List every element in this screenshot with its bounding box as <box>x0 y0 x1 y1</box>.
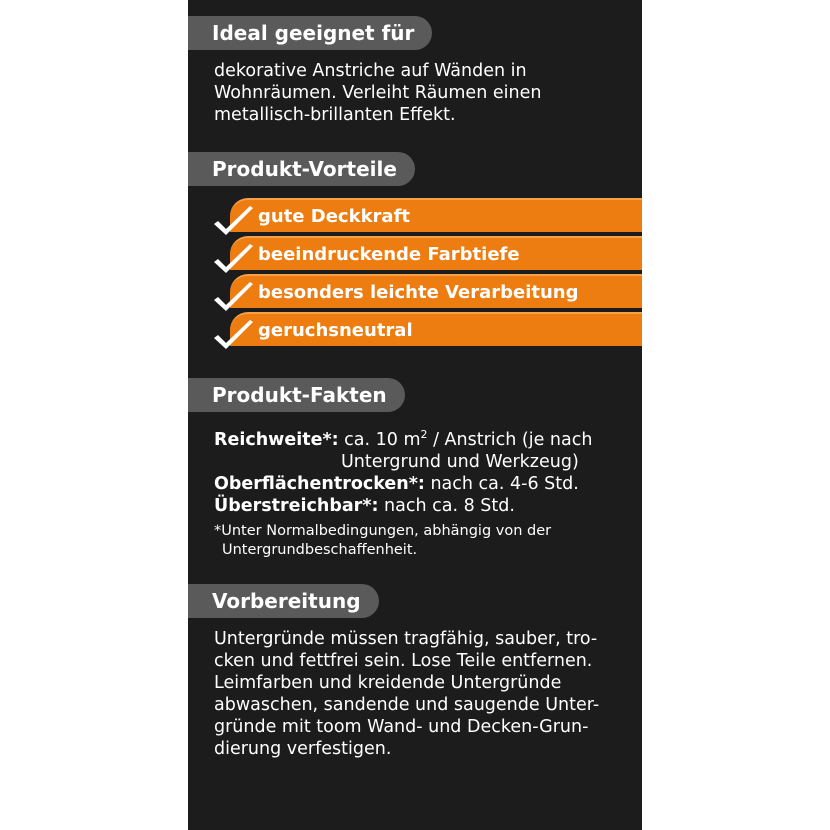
checkmark-icon <box>210 240 256 280</box>
vorbereitung-line-1: Untergründe müssen tragfähig, sauber, tro- <box>214 629 598 649</box>
fact-reichweite-line2: Untergrund und Werkzeug) <box>341 451 579 472</box>
heading-fakten: Produkt-Fakten <box>188 378 405 412</box>
fact-ueberstreich-label: Überstreichbar*: <box>214 495 379 516</box>
benefit-item-2: beeindruckende Farbtiefe <box>230 236 642 270</box>
fact-reichweite-label: Reichweite*: <box>214 429 339 450</box>
ideal-description <box>214 60 628 126</box>
ideal-line-3: metallisch-brillanten Effekt. <box>214 105 456 125</box>
ideal-line-2: Wohnräumen. Verleiht Räumen einen <box>214 83 542 103</box>
vorbereitung-line-5: gründe mit toom Wand- und Decken-Grun- <box>214 717 589 737</box>
fact-oberflaechen-label: Oberflächentrocken*: <box>214 473 425 494</box>
product-facts <box>214 424 632 517</box>
product-info-panel <box>188 0 642 830</box>
footnote <box>214 522 632 560</box>
fact-reichweite-value-2: / Anstrich (je nach <box>427 429 593 450</box>
benefit-item-3: besonders leichte Verarbeitung <box>230 274 642 308</box>
fact-ueberstreich-value: nach ca. 8 Std. <box>378 495 515 516</box>
vorbereitung-description <box>214 628 628 760</box>
heading-ideal: Ideal geeignet für <box>188 16 432 50</box>
fact-ueberstreichbar <box>214 495 632 517</box>
fact-reichweite-value: ca. 10 m <box>338 429 421 450</box>
footnote-line-2: Untergrundbeschaffenheit. <box>222 542 418 558</box>
checkmark-icon <box>210 316 256 356</box>
checkmark-icon <box>210 278 256 318</box>
vorbereitung-line-2: cken und fettfrei sein. Lose Teile entfernen. <box>214 651 593 671</box>
benefit-item-4: geruchsneutral <box>230 312 642 346</box>
fact-reichweite-sup: 2 <box>420 428 428 441</box>
footnote-line-1: *Unter Normalbedingungen, abhängig von der <box>214 523 552 539</box>
heading-vorteile: Produkt-Vorteile <box>188 152 415 186</box>
fact-oberflaechen-value: nach ca. 4-6 Std. <box>424 473 579 494</box>
ideal-line-1: dekorative Anstriche auf Wänden in <box>214 61 527 81</box>
fact-oberflaechentrocken <box>214 473 632 495</box>
checkmark-icon <box>210 202 256 242</box>
benefit-item-1: gute Deckkraft <box>230 198 642 232</box>
vorbereitung-line-3: Leimfarben und kreidende Untergründe <box>214 673 562 693</box>
fact-reichweite <box>214 424 632 451</box>
vorbereitung-line-4: abwaschen, sandende und saugende Unter- <box>214 695 600 715</box>
vorbereitung-line-6: dierung verfestigen. <box>214 739 392 759</box>
heading-vorbereitung: Vorbereitung <box>188 584 379 618</box>
